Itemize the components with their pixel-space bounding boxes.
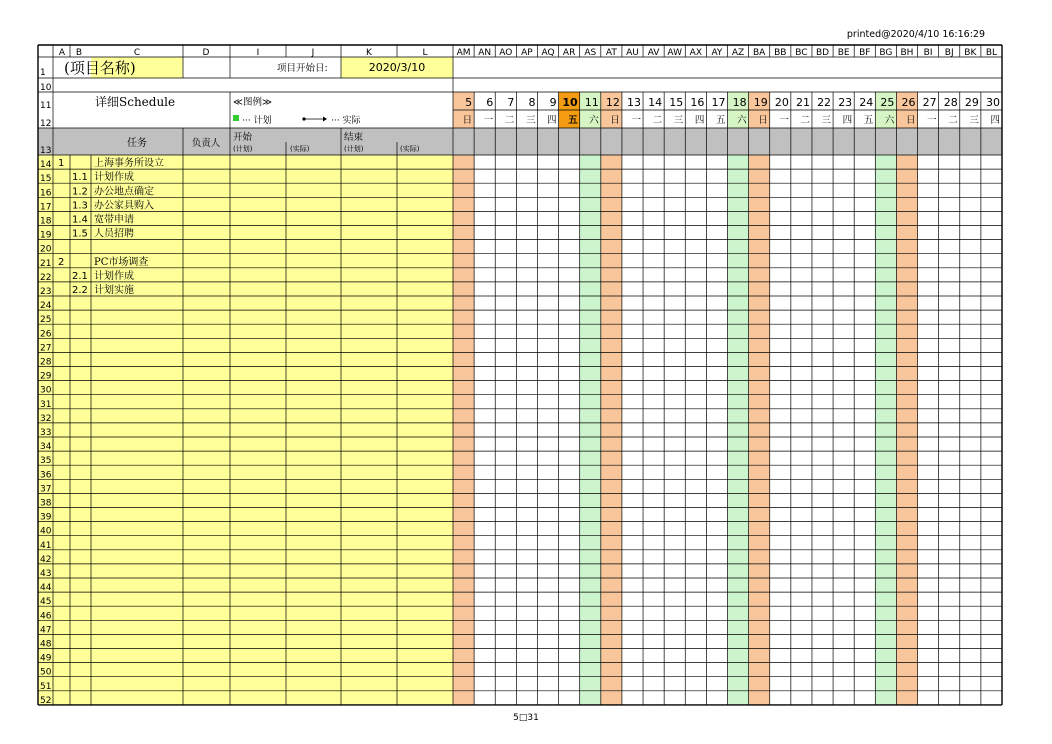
row-number: 27: [40, 343, 52, 354]
row-number: 17: [40, 202, 52, 213]
day-number: 6: [486, 96, 494, 109]
weekday-label: 二: [800, 115, 810, 126]
row-number: 31: [40, 399, 52, 410]
column-header-letter: BI: [923, 48, 933, 58]
day-number: 13: [627, 96, 642, 109]
row-number: 24: [40, 301, 52, 312]
task-name: PC市场调查: [94, 256, 149, 268]
row-number: 30: [40, 385, 52, 396]
column-header-letter: AS: [584, 48, 597, 58]
day-number: 16: [690, 96, 705, 109]
row-number: 49: [40, 653, 52, 664]
day-number: 14: [648, 96, 663, 109]
day-number: 25: [880, 96, 895, 109]
weekday-label: 四: [547, 115, 557, 126]
legend-actual-arrowhead: [323, 117, 327, 122]
column-header-letter: BC: [795, 48, 808, 58]
legend-actual-dot: [302, 117, 305, 120]
row-number: 25: [40, 315, 52, 326]
day-number: 20: [774, 96, 789, 109]
day-column: [601, 155, 622, 705]
weekday-label: 四: [990, 115, 1000, 126]
column-header-letter: AW: [667, 48, 683, 58]
row-number: 41: [40, 540, 52, 551]
column-header-letter: C: [133, 48, 141, 58]
row-number: 14: [40, 160, 52, 171]
legend-plan-label: ··· 计划: [242, 116, 272, 126]
start-actual-subheader: (实际): [290, 145, 310, 153]
weekday-label: 三: [525, 115, 536, 126]
column-header-letter: AY: [711, 48, 723, 58]
column-header-letter: BA: [753, 48, 766, 58]
weekday-label: 一: [631, 115, 642, 126]
weekday-label: 日: [610, 115, 620, 126]
row-number: 13: [40, 146, 52, 156]
row-number: 42: [40, 554, 52, 565]
column-header-letter: AQ: [541, 48, 555, 58]
task-name: 计划作成: [94, 270, 134, 282]
day-column: [453, 155, 474, 705]
legend-actual-label: ··· 实际: [331, 116, 361, 126]
row-number: 32: [40, 413, 52, 424]
column-header-letter: AZ: [731, 48, 745, 58]
weekday-label: 二: [652, 115, 663, 126]
day-column: [728, 155, 749, 705]
row-number: 48: [40, 639, 52, 650]
task-column-header: 任务: [127, 138, 147, 149]
weekday-label: 五: [715, 115, 726, 126]
column-header-letter: I: [256, 48, 260, 58]
column-header-letter: BG: [879, 48, 893, 58]
day-number: 8: [528, 96, 536, 109]
column-header-letter: BE: [837, 48, 850, 58]
weekday-label: 一: [483, 115, 494, 126]
row-number: 52: [40, 695, 52, 706]
row-number: 1: [40, 68, 46, 78]
row-number: 20: [40, 244, 52, 255]
page-number: 5□31: [513, 713, 539, 723]
weekday-label: 日: [906, 115, 916, 126]
start-column-header: 开始: [233, 132, 253, 143]
row-number: 26: [40, 329, 52, 340]
column-header-letter: BD: [815, 48, 830, 58]
day-column: [580, 155, 601, 705]
day-number: 10: [562, 96, 578, 109]
row-number: 45: [40, 597, 52, 608]
task-subnumber: 2.1: [72, 270, 88, 282]
row-number: 15: [40, 174, 52, 185]
task-number: 2: [58, 256, 65, 268]
day-number: 5: [465, 96, 473, 109]
end-column-header: 结束: [344, 132, 364, 143]
task-number: 1: [58, 158, 65, 170]
row-number: 44: [40, 583, 52, 594]
column-header-letter: AP: [521, 48, 533, 58]
start-plan-subheader: (计划): [233, 145, 253, 153]
day-number: 21: [795, 96, 810, 109]
weekday-label: 六: [737, 115, 747, 126]
column-header-letter: AT: [605, 48, 617, 58]
row-number: 46: [40, 611, 52, 622]
legend-title: ≪图例≫: [233, 97, 272, 108]
row-number: 47: [40, 625, 52, 636]
column-header-letter: AO: [499, 48, 513, 58]
weekday-label: 五: [863, 115, 874, 126]
day-number: 22: [817, 96, 832, 109]
row-number: 11: [40, 101, 52, 111]
weekday-label: 四: [694, 115, 705, 126]
day-number: 29: [964, 96, 979, 109]
weekday-label: 三: [969, 115, 979, 126]
row-number: 22: [40, 272, 52, 283]
row-number: 10: [40, 83, 52, 93]
task-name: 办公地点确定: [94, 186, 154, 198]
day-number: 17: [711, 96, 726, 109]
column-header-letter: J: [311, 48, 315, 58]
task-name: 上海事务所设立: [94, 158, 164, 170]
task-subnumber: 1.4: [72, 214, 88, 226]
column-header-letter: AM: [456, 48, 471, 58]
row-number: 38: [40, 498, 52, 509]
column-header-letter: BJ: [944, 48, 954, 58]
day-number: 26: [901, 96, 916, 109]
row-number: 19: [40, 230, 52, 241]
day-number: 15: [669, 96, 684, 109]
row-number: 23: [40, 287, 52, 297]
day-column: [749, 155, 770, 705]
task-subnumber: 1.1: [72, 172, 88, 184]
column-header-letter: L: [422, 48, 428, 58]
day-column: [875, 155, 896, 705]
row-number: 50: [40, 667, 52, 678]
column-header-letter: BB: [774, 48, 787, 58]
column-header-letter: A: [58, 48, 66, 58]
row-number: 16: [40, 188, 52, 199]
row-number: 33: [40, 428, 52, 438]
row-number: 28: [40, 357, 52, 368]
legend-plan-marker: [233, 115, 239, 121]
weekday-label: 二: [504, 115, 515, 126]
weekday-label: 六: [589, 115, 599, 126]
row-number: 35: [40, 456, 52, 467]
row-number: 12: [40, 119, 52, 129]
weekday-label: 二: [948, 115, 958, 126]
column-header-letter: BL: [985, 48, 998, 58]
weekday-label: 五: [568, 115, 578, 126]
end-plan-subheader: (计划): [344, 145, 364, 153]
row-number: 43: [40, 569, 52, 579]
day-number: 28: [943, 96, 958, 109]
day-number: 24: [859, 96, 874, 109]
column-header-letter: AU: [626, 48, 639, 58]
task-subnumber: 1.2: [72, 186, 88, 198]
task-subnumber: 1.3: [72, 200, 88, 212]
day-number: 27: [922, 96, 937, 109]
schedule-title: 详细Schedule: [95, 95, 176, 109]
column-header-letter: AN: [478, 48, 492, 58]
start-date-label: 项目开始日:: [277, 63, 328, 74]
project-name: (项目名称): [64, 59, 136, 77]
weekday-label: 一: [927, 115, 937, 126]
row-number: 21: [40, 258, 52, 269]
column-header-letter: AR: [562, 48, 576, 58]
weekday-label: 三: [673, 115, 684, 126]
column-header-letter: BH: [900, 48, 914, 58]
day-number: 30: [986, 96, 1000, 109]
day-number: 7: [507, 96, 515, 109]
column-header-letter: BK: [964, 48, 977, 58]
task-subnumber: 2.2: [72, 285, 88, 296]
task-name: 人员招聘: [94, 228, 134, 240]
day-number: 19: [753, 96, 768, 109]
day-number: 12: [605, 96, 620, 109]
day-number: 23: [838, 96, 853, 109]
task-name: 办公家具购入: [94, 200, 154, 212]
day-number: 18: [732, 96, 747, 109]
column-header-letter: AV: [647, 48, 660, 58]
row-number: 51: [40, 681, 52, 692]
row-number: 39: [40, 512, 52, 523]
column-header-letter: D: [202, 48, 210, 58]
weekday-label: 日: [462, 115, 473, 126]
row-number: 18: [40, 216, 52, 227]
weekday-label: 一: [779, 115, 789, 126]
row-number: 34: [40, 442, 52, 453]
printed-timestamp: printed@2020/4/10 16:16:29: [846, 29, 985, 40]
weekday-label: 日: [758, 115, 768, 126]
weekday-label: 三: [821, 115, 832, 126]
weekday-label: 四: [842, 115, 853, 126]
end-actual-subheader: (实际): [400, 145, 420, 153]
row-number: 36: [40, 470, 52, 481]
column-header-letter: BF: [859, 48, 871, 58]
task-name: 计划实施: [94, 285, 134, 296]
task-name: 宽带申请: [94, 214, 134, 226]
column-header-letter: B: [75, 48, 83, 58]
owner-column-header: 负责人: [191, 138, 221, 149]
row-number: 40: [40, 526, 52, 537]
weekday-label: 六: [884, 115, 895, 126]
task-name: 计划作成: [94, 172, 134, 184]
day-number: 11: [584, 96, 599, 109]
day-column: [896, 155, 917, 705]
row-number: 37: [40, 484, 52, 495]
start-date-value: 2020/3/10: [368, 61, 426, 74]
task-subnumber: 1.5: [72, 228, 88, 240]
column-header-letter: AX: [689, 48, 702, 58]
day-number: 9: [549, 96, 557, 109]
column-header-letter: K: [366, 48, 372, 58]
row-number: 29: [40, 371, 52, 382]
